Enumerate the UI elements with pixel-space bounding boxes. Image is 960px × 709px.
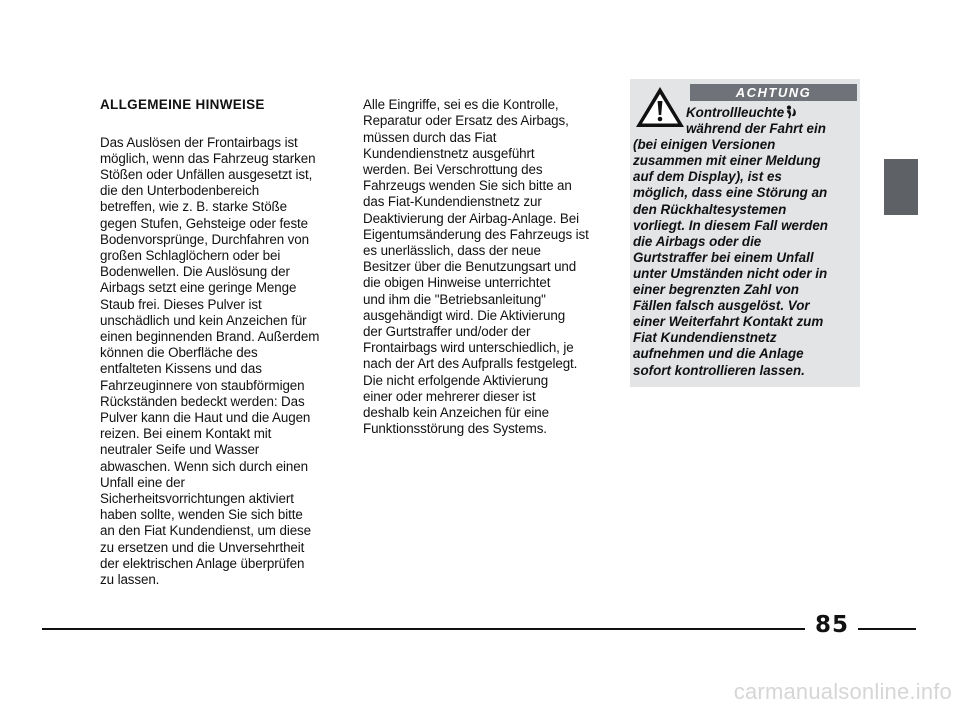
footer-rule-left xyxy=(42,628,805,630)
footer-rule-right xyxy=(858,628,916,630)
section-heading: ALLGEMEINE HINWEISE xyxy=(100,97,265,113)
warning-line-1: Kontrollleuchte xyxy=(686,105,785,120)
left-column-paragraph: Das Auslösen der Frontairbags ist möglich, wenn das Fahrzeug starken Stößen oder Unfällen ausgesetzt ist, die den Unterbodenbereich betreffen, wie z. B. starke Stöße gegen Stufen, Gehsteige oder feste Bodenvorsprünge, Durchfahren von großen Schlaglöchern oder bei Bodenwellen. Die Auslösung der Airbags setzt eine geringe Menge Staub frei. Dieses Pulver ist unschädlich und kein Anzeichen für einen beginnenden Brand. Außerdem können die Oberfläche des entfalteten Kissens und das Fahrzeuginnere von staubförmigen Rückständen bedeckt werden: Das Pulver kann die Haut und die Augen reizen. Bei einem Kontakt mit neutraler Seife und Wasser abwaschen. Wenn sich durch einen Unfall eine der Sicherheitsvorrichtungen aktiviert haben sollte, wenden Sie sich bitte an den Fiat Kundendienst, um diese zu ersetzen und die Unversehrtheit der elektrischen Anlage überprüfen zu lassen. xyxy=(100,134,320,588)
chapter-side-tab xyxy=(884,159,918,215)
warning-line-second: während der Fahrt ein xyxy=(686,121,826,137)
airbag-warning-light-icon xyxy=(786,105,797,119)
warning-box xyxy=(630,79,860,387)
middle-column-paragraph: Alle Eingriffe, sei es die Kontrolle, Reparatur oder Ersatz des Airbags, müssen durch das Fiat Kundendienstnetz ausgeführt werden. Bei Verschrottung des Fahrzeugs wenden Sie sich bitte an das Fiat-Kundendienstnetz zur Deaktivierung der Airbag-Anlage. Bei Eigentumsänderung des Fahrzeugs ist es unerlässlich, dass der neue Besitzer über die Benutzungsart und die obigen Hinweise unterrichtet und ihm die "Betriebsanleitung" ausgehändigt wird. Die Aktivierung der Gurtstraffer und/oder der Frontairbags wird unterschiedlich, je nach der Art des Aufpralls festgelegt. Die nicht erfolgende Aktivierung einer oder mehrerer dieser ist deshalb kein Anzeichen für eine Funktionsstörung des Systems. xyxy=(363,97,589,437)
warning-line-first xyxy=(633,105,857,121)
warning-line-rest: (bei einigen Versionen zusammen mit einer Meldung auf dem Display), ist es möglich, dass eine Störung an den Rückhaltesystemen vorliegt. In diesem Fall werden die Airbags oder die Gurtstraffer bei einem Unfall unter Umständen nicht oder in einer begrenzten Zahl von Fällen falsch ausgelöst. Vor einer Weiterfahrt Kontakt zum Fiat Kundendienstnetz aufnehmen und die Anlage sofort kontrollieren lassen. xyxy=(633,137,828,378)
page-number: 85 xyxy=(814,612,849,638)
left-column xyxy=(100,81,350,605)
achtung-label: ACHTUNG xyxy=(690,84,857,101)
warning-text xyxy=(633,105,857,379)
middle-column xyxy=(363,81,611,454)
watermark: carmanualsonline.info xyxy=(733,679,952,704)
